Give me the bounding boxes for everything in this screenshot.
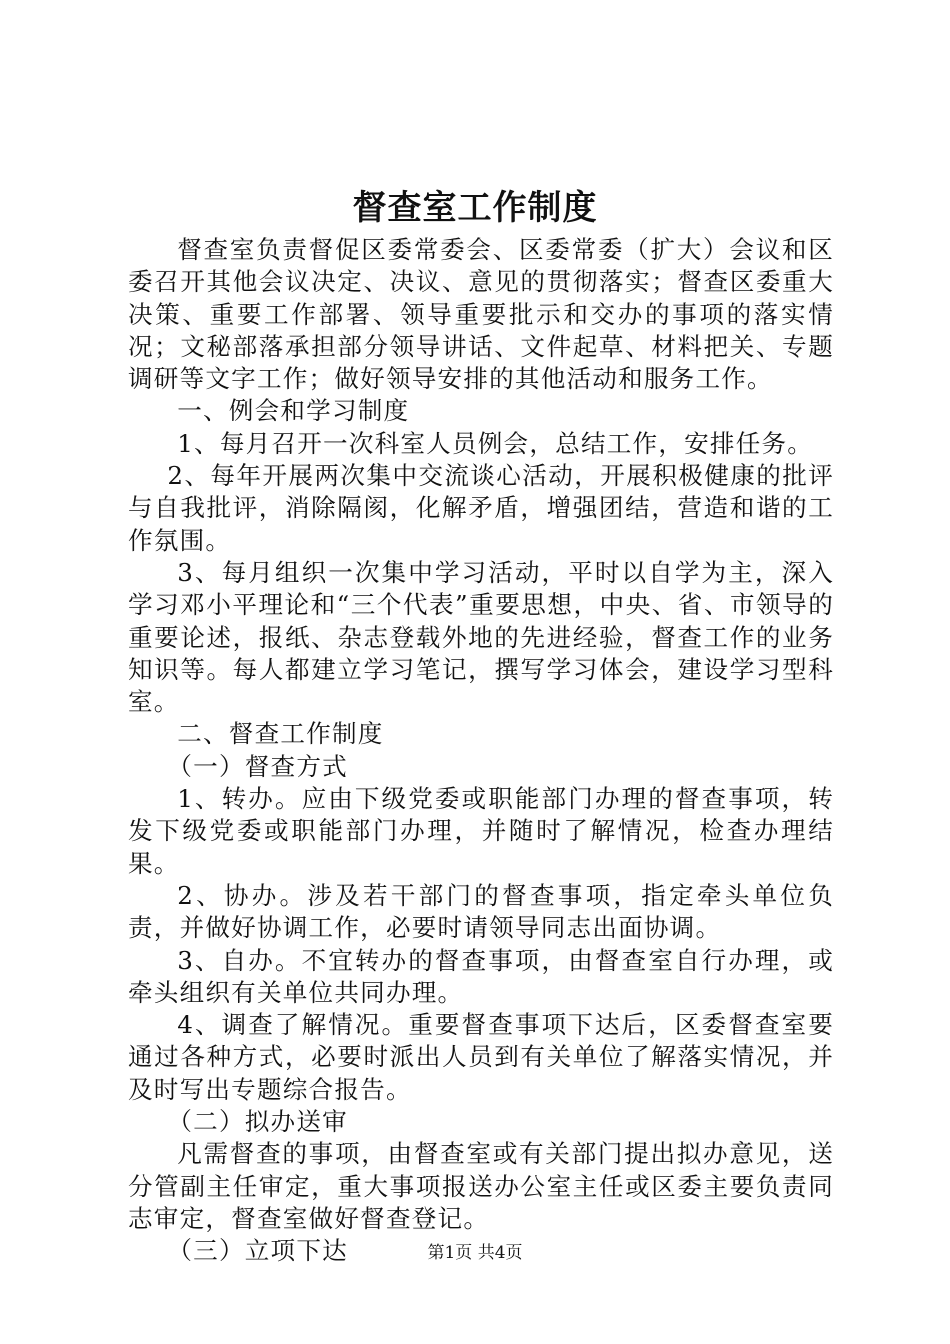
subsection-heading-2-3: （三）立项下达 (167, 1236, 348, 1266)
page-number-footer: 第1页 共4页 (427, 1243, 523, 1263)
paragraph-intro: 督查室负责督促区委常委会、区委常委（扩大）会议和区委召开其他会议决定、决议、意见的贯彻落实；督查区委重大决策、重要工作部署、领导重要批示和交办的事项的落实情况；文秘部落承担部分领导讲话、文件起草、材料把关、专题调研等文字工作；做好领导安排的其他活动和服务工作。 (128, 235, 834, 394)
list-item-2-1: 1、转办。应由下级党委或职能部门办理的督查事项，转发下级党委或职能部门办理，并随时了解情况，检查办理结果。 (128, 784, 834, 878)
document-body (128, 234, 834, 1268)
section-heading-1: 一、例会和学习制度 (177, 396, 410, 426)
section-heading-2: 二、督查工作制度 (177, 719, 384, 749)
list-item-1-1: 1、每月召开一次科室人员例会，总结工作，安排任务。 (177, 428, 814, 458)
list-item-2-3: 3、自办。不宜转办的督查事项，由督查室自行办理，或牵头组织有关单位共同办理。 (128, 945, 834, 1007)
list-item-1-2: 2、每年开展两次集中交流谈心活动，开展积极健康的批评与自我批评，消除隔阂，化解矛盾，增强团结，营造和谐的工作氛围。 (128, 461, 834, 555)
subsection-heading-2-2: （二）拟办送审 (167, 1107, 348, 1137)
paragraph-review: 凡需督查的事项，由督查室或有关部门提出拟办意见，送分管副主任审定，重大事项报送办公室主任或区委主要负责同志审定，督查室做好督查登记。 (128, 1139, 834, 1233)
document-title: 督查室工作制度 (352, 188, 598, 228)
list-item-2-4: 4、调查了解情况。重要督查事项下达后，区委督查室要通过各种方式，必要时派出人员到有关单位了解落实情况，并及时写出专题综合报告。 (128, 1010, 834, 1104)
list-item-1-3: 3、每月组织一次集中学习活动，平时以自学为主，深入学习邓小平理论和“三个代表”重要思想，中央、省、市领导的重要论述，报纸、杂志登载外地的先进经验，督查工作的业务知识等。每人都建立学习笔记，撰写学习体会，建设学习型科室。 (128, 557, 834, 717)
list-item-2-2: 2、协办。涉及若干部门的督查事项，指定牵头单位负责，并做好协调工作，必要时请领导同志出面协调。 (128, 880, 834, 943)
subsection-heading-2-1: （一）督查方式 (167, 751, 348, 781)
